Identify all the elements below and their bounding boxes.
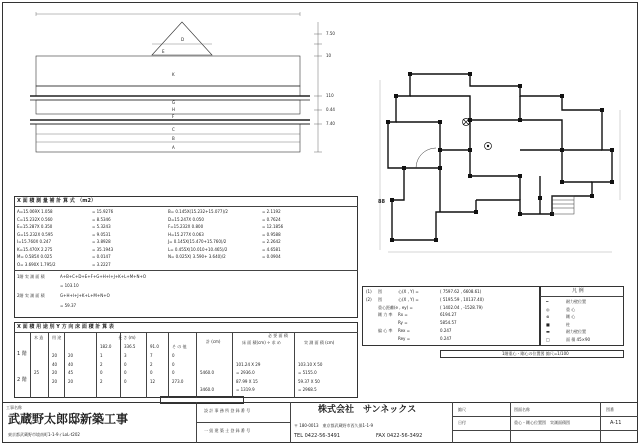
usage-cell: 0 xyxy=(100,370,103,375)
usage-header-wood: 木 造 xyxy=(34,335,44,340)
section-label-e: E xyxy=(162,49,165,54)
legend-item: 耐力壁位置 xyxy=(566,299,586,304)
usage-cell: 0 xyxy=(124,378,127,384)
legend-item: 剛 心 xyxy=(566,314,576,319)
center-info-cell: 重心距離(e , ey) = xyxy=(378,304,413,310)
usage-cell: 20 xyxy=(68,378,74,384)
no-label: 図番 xyxy=(606,407,614,412)
dim-right-2: 10 xyxy=(326,53,332,58)
usage-cell: 103.10 X 50 xyxy=(298,361,323,367)
designer-label: 設 計 事 務 所 登 録 番 号 xyxy=(204,408,251,413)
area-calc-title: X 面 積 測 量 補 計 算 式 （m2） xyxy=(17,198,96,204)
area-calc-cell: M= 0.585X 0.025 xyxy=(17,254,52,259)
center-info-cell: 剛 力 率 xyxy=(378,312,393,318)
section-label-b: B xyxy=(172,136,175,141)
legend-symbol: ■ xyxy=(546,321,550,327)
area-calc-cell: = 0.0904 xyxy=(262,254,281,259)
plan-stair-label: 88 xyxy=(378,199,385,205)
usage-cell: 59.37 X 50 xyxy=(298,378,320,384)
legend-symbol: ◎ xyxy=(546,306,550,312)
divider xyxy=(196,422,290,423)
usage-cell: 12 xyxy=(150,378,156,384)
section-label-d: D xyxy=(181,37,185,42)
usage-cell: 40 xyxy=(68,361,74,367)
usage-table-title: X 面 積 用 途 別 Y 方 向 床 面 積 計 算 表 xyxy=(17,324,114,330)
area-calc-cell: A=15.069X 1.058 xyxy=(17,209,53,214)
area-calc-cell: = 0.7624 xyxy=(262,216,281,222)
usage-header-use: 用 途 xyxy=(52,335,62,340)
area-calc-cell: D=15.247X 0.050 xyxy=(168,216,204,222)
center-info-cell: 0.247 xyxy=(440,335,452,341)
sum1-formula: A+B+C+D+E+F+G+H+I+J+K+L+M+N+O xyxy=(60,274,147,279)
area-calc-cell: = 9.0531 xyxy=(92,231,111,237)
area-calc-cell: = 3.8928 xyxy=(92,239,111,244)
legend-item: 柱 xyxy=(566,321,570,327)
center-info-cell: ( 1402.04 , -1528.79) xyxy=(440,304,483,310)
usage-cell: = 2968.5 xyxy=(298,387,317,392)
dim-right-1: 7.50 xyxy=(326,31,335,36)
usage-sub-floor: 床 面 積(cm) ÷ 求 め xyxy=(242,340,281,345)
usage-cell: 2 xyxy=(150,361,153,367)
usage-header-required: 必 要 面 積 xyxy=(268,333,288,338)
usage-cell: 273.0 xyxy=(172,378,184,384)
center-info-cell: 図 xyxy=(378,296,382,302)
area-calc-cell: C=15.232X 0.560 xyxy=(17,216,53,222)
row-label-2f: 2 階 xyxy=(17,377,27,383)
center-info-cell: 5854.57 xyxy=(440,320,457,326)
sum2-label: 2階 実 測 面 積 xyxy=(17,293,45,298)
area-calc-cell: = 8.5346 xyxy=(92,216,111,222)
usage-sub-91: 91.0 xyxy=(150,344,159,349)
area-calc-cell: = 3.2227 xyxy=(92,261,111,267)
usage-cell: 25 xyxy=(34,370,40,375)
center-info-cell: ( 5195.59 , 10137.40) xyxy=(440,296,484,302)
legend-symbol: ⊗ xyxy=(546,314,550,319)
divider xyxy=(290,402,291,443)
divider xyxy=(510,402,511,443)
dim-right-5: 7.40 xyxy=(326,121,335,126)
area-calc-cell: = 35.1943 xyxy=(92,246,114,252)
center-info-cell: 偏 心 率 xyxy=(378,328,393,333)
usage-cell: 0 xyxy=(150,370,153,375)
usage-cell: 2 xyxy=(100,378,103,384)
sheet-label: 図面名称 xyxy=(514,407,530,412)
divider xyxy=(452,430,638,431)
usage-cell: 3460.0 xyxy=(200,387,214,392)
project-address: 東京都武蔵野市境南町1-1-9イLoL-t202 xyxy=(8,432,80,437)
center-info-cell: ( 7597.62 , 6608.61) xyxy=(440,289,482,294)
legend-title: 凡 例 xyxy=(572,288,584,294)
usage-cell: 40 xyxy=(52,361,58,367)
stamp-box xyxy=(160,396,244,404)
usage-cell: 0 xyxy=(124,370,127,375)
area-calc-cell: = 2.2642 xyxy=(262,239,281,244)
usage-cell: = 2936.0 xyxy=(236,370,255,375)
center-info-cell: 6194.27 xyxy=(440,312,457,318)
architect-label: 一 級 建 築 士 登 録 番 号 xyxy=(204,428,251,433)
center-info-cell: Ry = xyxy=(398,320,408,326)
center-info-cell: Rex = xyxy=(398,328,410,333)
center-info-cell: 心(X , Y) = xyxy=(398,289,419,294)
section-label-a: A xyxy=(172,145,175,150)
usage-cell: 20 xyxy=(52,353,58,358)
usage-cell: 7 xyxy=(150,353,153,358)
sum1-value: = 103.10 xyxy=(60,283,79,288)
area-calc-cell: E=15.287X 0.350 xyxy=(17,224,53,229)
project-label: 工事名称 xyxy=(6,405,22,410)
area-calc-cell: B= 0.145X(15.232+15.077)/2 xyxy=(168,209,228,214)
section-label-h: H xyxy=(172,107,176,112)
section-label-k: K xyxy=(172,72,175,77)
usage-sub-336: 336.5 xyxy=(124,344,136,349)
legend-symbol: ━ xyxy=(546,299,549,304)
divider xyxy=(600,402,601,443)
divider xyxy=(540,296,624,297)
area-calc-cell: = 2.1192 xyxy=(262,209,281,214)
area-calc-cell: L= 0.455X(10.010+10.465)/2 xyxy=(168,246,228,252)
area-calc-cell: N= 0.025X( 3.590+ 3.640)/2 xyxy=(168,254,226,259)
legend-item: 耐力壁位置 xyxy=(566,329,586,334)
company-name: 株式会社 サンネックス xyxy=(318,405,417,415)
legend-item: 重 心 xyxy=(566,306,576,312)
usage-sub-measured: 実 測 面 積 (cm) xyxy=(304,340,335,345)
center-info-cell: 心(X , Y) = xyxy=(398,296,419,302)
legend-item: 面 積 45×90 xyxy=(566,336,591,342)
usage-cell: 0 xyxy=(124,361,127,367)
usage-cell: 45 xyxy=(68,370,74,375)
area-calc-cell: O= 3.690X 1.795/2 xyxy=(17,261,56,267)
usage-sub-other: そ の 他 xyxy=(172,344,187,349)
section-label-f: F xyxy=(172,114,175,119)
company-address: 〒 180-0013 東京都武蔵野市西久保1-1-9 xyxy=(294,423,374,428)
area-calc-cell: F=15.232X 0.800 xyxy=(168,224,204,229)
area-calc-cell: I=15.760X 0.247 xyxy=(17,239,51,244)
area-calc-cell: H=15.277X 0.063 xyxy=(168,231,204,237)
section-label-g: G xyxy=(172,100,176,105)
center-info-cell: Rey = xyxy=(398,335,411,341)
sum1-label: 1階 実 測 面 積 xyxy=(17,274,45,279)
area-calc-cell: = 15.9276 xyxy=(92,209,114,214)
area-calc-cell: J= 0.145X(15.470+15.760)/2 xyxy=(168,239,227,244)
usage-cell: 2 xyxy=(100,361,103,367)
row-label-1f: 1 階 xyxy=(17,351,27,357)
usage-cell: 20 xyxy=(68,353,74,358)
area-calc-cell: = 4.6581 xyxy=(262,246,281,252)
plan-caption: 1階重心・剛心の位置図 縮尺=1/100 xyxy=(502,351,569,356)
center-info-cell: (1) xyxy=(366,289,372,294)
usage-cell: 20 xyxy=(52,370,58,375)
usage-cell: 101.24 X 29 xyxy=(236,361,261,367)
company-tel: TEL 0422-56-3491 xyxy=(294,433,341,439)
usage-cell: = 1319.9 xyxy=(236,387,255,392)
usage-header-length: 長 さ (m) xyxy=(118,335,136,340)
center-info-cell: 図 xyxy=(378,289,382,294)
area-calc-cell: = 5.3243 xyxy=(92,224,111,229)
sheet-name: 重心・剛心位置図 実測面積図 xyxy=(514,420,570,425)
divider xyxy=(452,416,638,417)
area-calc-cell: = 0.0147 xyxy=(92,254,111,259)
center-info-cell: Rx = xyxy=(398,312,408,318)
usage-cell: = 5155.0 xyxy=(298,370,317,375)
date-label: 日付 xyxy=(458,420,466,425)
area-calc-cell: = 0.9588 xyxy=(262,231,281,237)
divider xyxy=(452,402,453,443)
dim-right-3: 110 xyxy=(326,93,334,98)
usage-cell: 1 xyxy=(100,353,103,358)
usage-cell: 0 xyxy=(172,361,175,367)
scale-label: 縮尺 xyxy=(458,407,466,412)
usage-cell: 87.99 X 15 xyxy=(236,378,258,384)
usage-header-total: 計 (cm) xyxy=(206,339,221,344)
area-calc-cell: G=15.232X 0.595 xyxy=(17,231,53,237)
center-info-cell: (2) xyxy=(366,296,372,302)
no-value: A-11 xyxy=(610,420,622,426)
section-label-c: C xyxy=(172,127,175,132)
sum2-value: = 59.37 xyxy=(60,303,77,308)
usage-sub-182: 182.0 xyxy=(100,344,112,349)
legend-symbol: □ xyxy=(546,336,550,342)
company-fax: FAX 0422-56-3492 xyxy=(376,433,423,439)
usage-cell: 5460.0 xyxy=(200,370,214,375)
project-name: 武蔵野太郎邸新築工事 xyxy=(8,412,129,426)
area-calc-cell: = 12.1856 xyxy=(262,224,284,229)
area-calc-cell: K=15.470X 2.275 xyxy=(17,246,53,252)
usage-cell: 0 xyxy=(172,353,175,358)
legend-symbol: ▬ xyxy=(546,329,550,334)
usage-cell: 3 xyxy=(124,353,127,358)
usage-cell: 20 xyxy=(52,378,58,384)
usage-cell: 0 xyxy=(172,370,175,375)
sum2-formula: G+H+I+J+K+L+M+N+O xyxy=(60,293,110,298)
dim-right-4: 0.44 xyxy=(326,107,335,112)
center-info-cell: 0.247 xyxy=(440,328,452,333)
